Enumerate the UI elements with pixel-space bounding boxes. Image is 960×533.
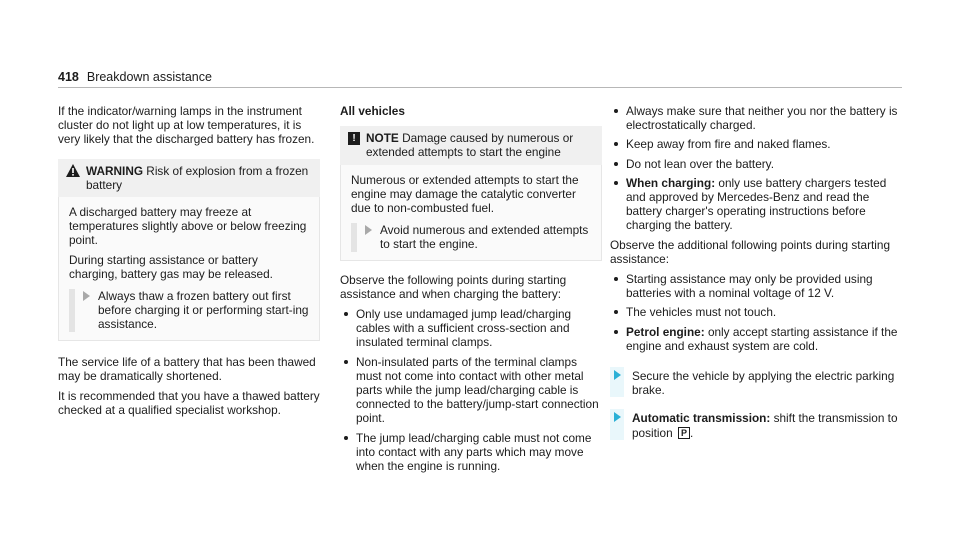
column-right [610,104,900,440]
warning-triangle-icon [66,164,80,177]
action-step-transmission [610,409,900,439]
intro-paragraph: If the indicator/warning lamps in the instrument cluster do not light up at low temperatures, it is very likely that the discharged battery has frozen. [58,104,315,147]
section-title: Breakdown assistance [86,70,212,84]
transmission-label: Automatic transmission: [632,411,771,426]
action-step-parking-brake [610,367,900,397]
warning-step [69,289,309,332]
petrol-text: only accept starting assistance if the engine and exhaust system are cold. [626,324,898,353]
list-item: Only use undamaged jump lead/charging cables with a sufficient cross-section and insulated terminal clamps. [340,307,602,350]
service-life-paragraph: The service life of a battery that has been thawed may be dramatically shortened. [58,354,316,383]
transmission-text: shift the transmission to position [632,411,898,440]
petrol-label: Petrol engine: [626,324,705,339]
list-item-petrol [610,325,900,353]
warning-text-1: A discharged battery may freeze at temperatures slightly above or below freezing point. [69,205,307,248]
note-step-text: Avoid numerous and extended attempts to start the engine. [380,223,589,252]
precaution-list [340,307,602,473]
note-text: Numerous or extended attempts to start the engine may damage the catalytic converter due to non-combusted fuel. [351,172,579,216]
list-item: Do not lean over the battery. [610,157,900,171]
park-position-icon: P [678,427,690,439]
list-item: Always make sure that neither you nor the battery is electrostatically charged. [610,104,900,132]
note-title: Damage caused by numerous or extended attempts to start the engine [366,131,574,160]
exclamation-icon: ! [348,132,360,145]
action-text: Secure the vehicle by applying the electric parking brake. [632,369,895,398]
recommendation-paragraph: It is recommended that you have a thawed battery checked at a qualified specialist workshop. [58,389,320,418]
list-item: Keep away from fire and naked flames. [610,137,900,151]
note-box [340,126,602,260]
observe-additional-paragraph: Observe the additional following points during starting assistance: [610,237,891,266]
note-step [351,223,591,251]
observe-paragraph: Observe the following points during starting assistance and when charging the battery: [340,272,567,301]
warning-title: Risk of explosion from a frozen battery [86,163,309,192]
charging-label: When charging: [626,175,716,190]
step-arrow-icon [83,291,90,301]
warning-step-text: Always thaw a frozen battery out first before charging it or performing start-ing assistance. [98,289,309,332]
safety-list [610,104,900,233]
action-arrow-icon [614,370,621,380]
action-arrow-icon [614,412,621,422]
list-item-charging [610,176,900,233]
note-body [340,165,602,261]
warning-box [58,159,320,341]
step-arrow-icon [365,225,372,235]
column-middle [340,104,602,478]
page-number: 418 [58,70,79,84]
note-label: NOTE [366,131,399,146]
action-bar [610,367,624,397]
column-left [58,104,320,423]
starting-assistance-list [610,272,900,353]
action-text-wrap: Automatic transmission: shift the transmission to position P . [632,411,898,440]
charging-text: only use battery chargers tested and approved by Mercedes-Benz and read the battery charger's operating instructions before charging the battery. [626,175,887,233]
note-header [340,126,602,164]
page-header [58,70,212,84]
list-item: The vehicles must not touch. [610,305,900,319]
warning-text-2: During starting assistance or battery charging, battery gas may be released. [69,252,273,281]
warning-body [58,197,320,341]
all-vehicles-heading: All vehicles [340,104,405,118]
list-item: Non-insulated parts of the terminal clamps must not come into contact with other metal parts while the jump lead/charging cable is connected to the battery/jump-start connection point. [340,355,602,426]
action-bar [610,409,624,439]
list-item: Starting assistance may only be provided using batteries with a nominal voltage of 12 V. [610,272,900,300]
list-item: The jump lead/charging cable must not come into contact with any parts which may move when the engine is running. [340,431,602,474]
warning-label: WARNING [86,163,144,178]
warning-header [58,159,320,197]
header-divider [58,87,902,88]
